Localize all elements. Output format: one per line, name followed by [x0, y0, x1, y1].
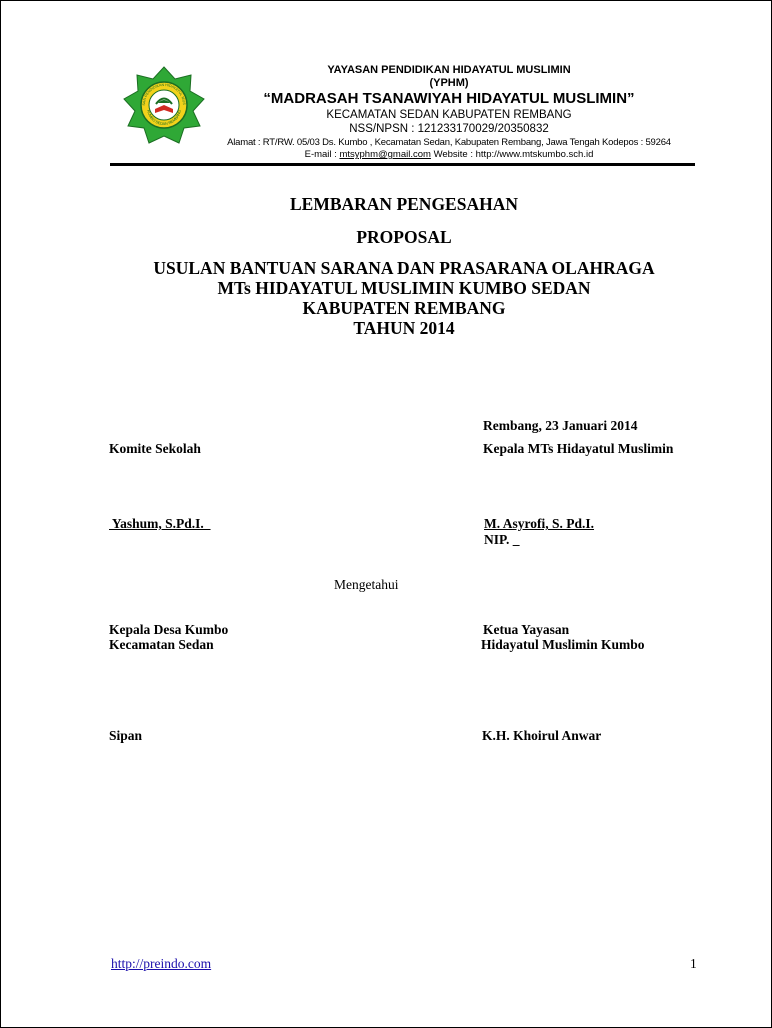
sheet-title: LEMBARAN PENGESAHAN [289, 194, 518, 214]
acknowledged-label: Mengetahui [334, 577, 399, 592]
proposal-subject-line-1: USULAN BANTUAN SARANA DAN PRASARANA OLAHRAGA [153, 258, 655, 278]
village-head-subdistrict: Kecamatan Sedan [109, 637, 214, 652]
address-line: Alamat : RT/RW. 05/03 Ds. Kumbo , Kecamatan Sedan, Kabupaten Rembang, Jawa Tengah Kodepos : 59264 [227, 137, 671, 148]
footer-link[interactable]: http://preindo.com [111, 956, 212, 971]
school-name: “MADRASAH TSANAWIYAH HIDAYATUL MUSLIMIN” [263, 90, 635, 107]
email-link[interactable]: mtsyphm@gmail.com [339, 149, 431, 160]
headmaster-nip: NIP. _ [484, 532, 520, 547]
village-head-name: Sipan [109, 728, 143, 743]
foundation-head-name: K.H. Khoirul Anwar [482, 728, 602, 743]
proposal-subject-line-2: MTs HIDAYATUL MUSLIMIN KUMBO SEDAN [217, 278, 591, 298]
proposal-subject-line-4: TAHUN 2014 [353, 318, 455, 338]
proposal-subject-line-3: KABUPATEN REMBANG [302, 298, 506, 318]
logo-text-bottom: KUMBO SEDAN REMBANG [146, 109, 182, 127]
school-committee-role: Komite Sekolah [109, 441, 201, 456]
date-line: Rembang, 23 Januari 2014 [483, 418, 638, 433]
website-label: Website : http://www.mtskumbo.sch.id [433, 149, 594, 160]
school-committee-name: Yashum, S.Pd.I. [109, 516, 211, 531]
foundation-name: YAYASAN PENDIDIKAN HIDAYATUL MUSLIMIN [327, 64, 571, 76]
letterhead-divider [110, 163, 695, 166]
foundation-abbreviation: (YPHM) [429, 77, 469, 89]
proposal-title: PROPOSAL [356, 227, 452, 247]
headmaster-role: Kepala MTs Hidayatul Muslimin [483, 441, 674, 456]
school-logo [120, 66, 208, 144]
district-line: KECAMATAN SEDAN KABUPATEN REMBANG [326, 109, 572, 121]
village-head-role: Kepala Desa Kumbo [109, 622, 229, 637]
nss-npsn-line: NSS/NPSN : 121233170029/20350832 [349, 123, 549, 135]
headmaster-name: M. Asyrofi, S. Pd.I. [484, 516, 595, 531]
logo-text-top: SAN PENDIDIKAN HIDAYATUL MUS [141, 82, 187, 106]
foundation-head-organization: Hidayatul Muslimin Kumbo [481, 637, 645, 652]
page-number: 1 [690, 956, 697, 971]
foundation-head-role: Ketua Yayasan [483, 622, 570, 637]
contact-line [215, 149, 683, 160]
email-label: E-mail : [304, 149, 337, 160]
